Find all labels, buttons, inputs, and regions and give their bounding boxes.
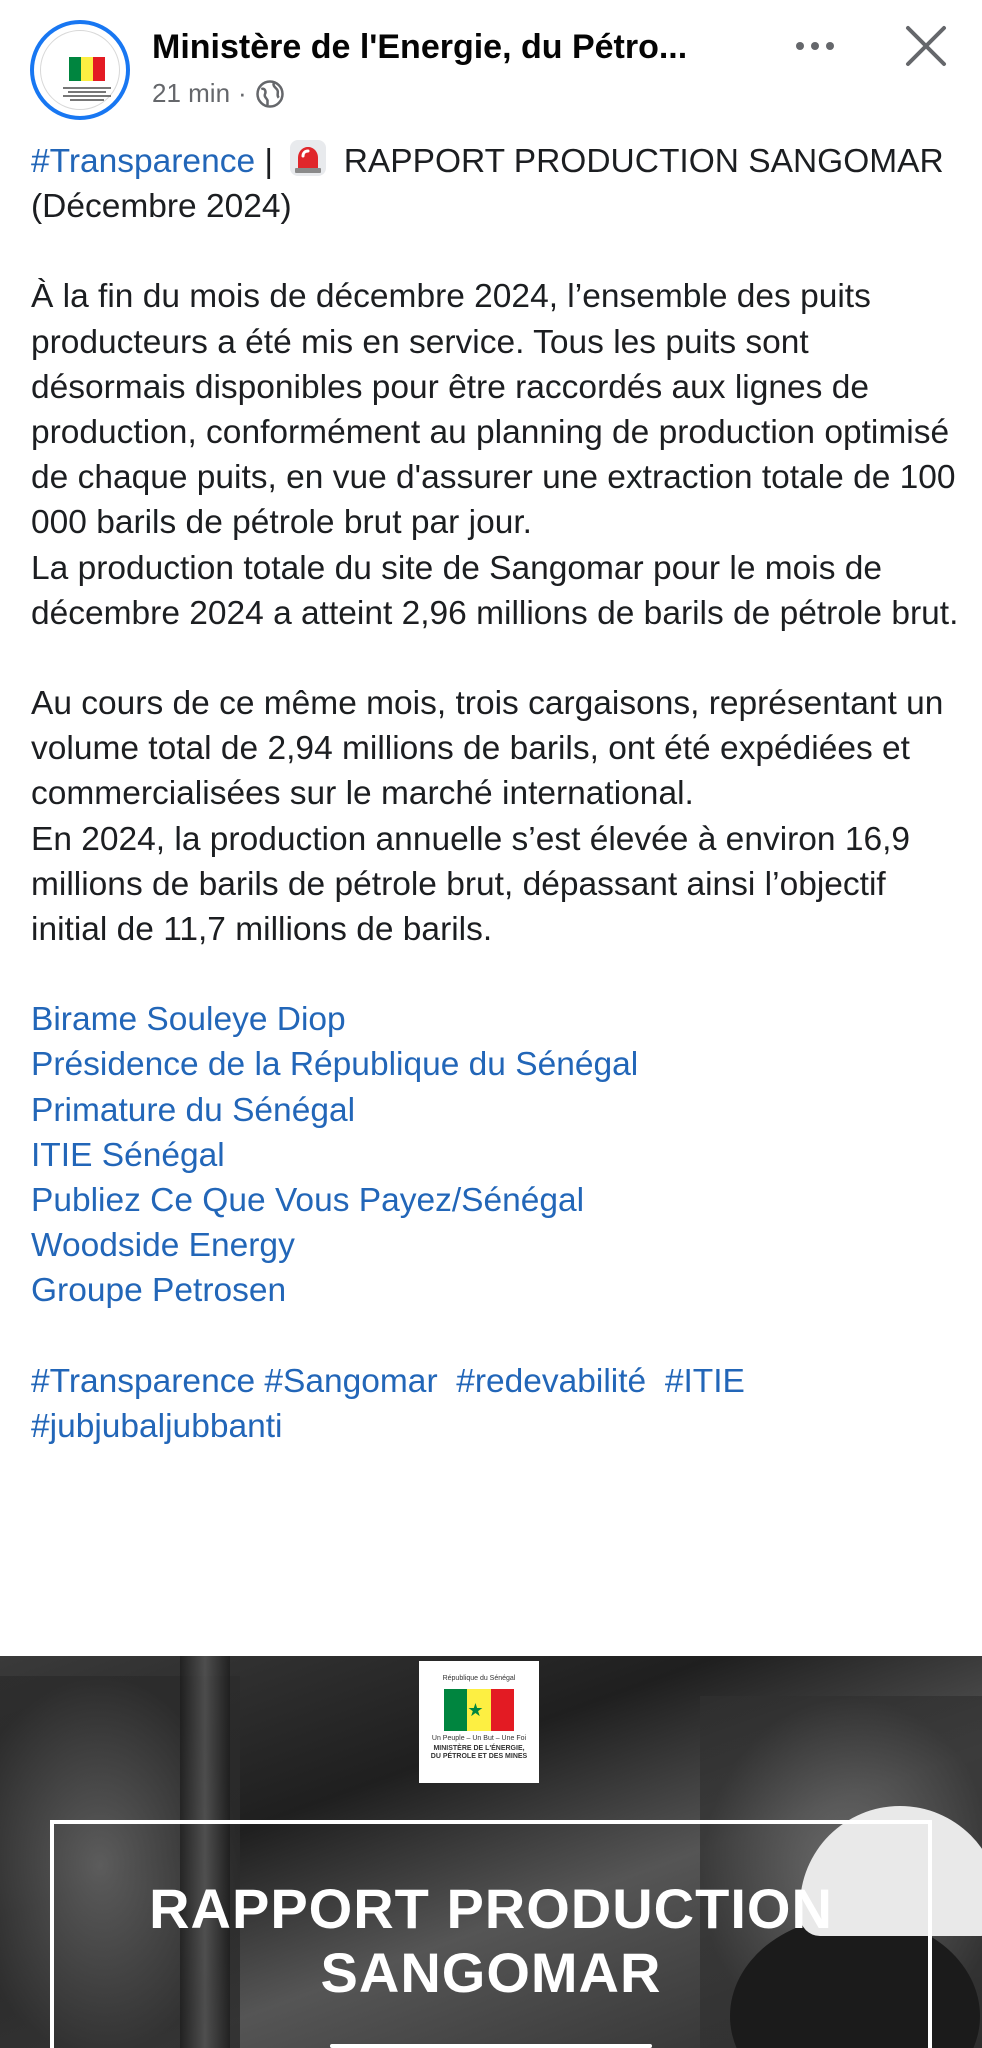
senegal-flag-icon <box>444 1689 514 1731</box>
meta-separator: · <box>238 78 247 108</box>
star-icon: ★ <box>467 1700 484 1720</box>
ministry-logo <box>419 1661 539 1783</box>
mention-link[interactable]: ITIE Sénégal <box>31 1136 225 1174</box>
post-paragraph: La production totale du site de Sangomar pour le mois de décembre 2024 a atteint 2,96 millions de barils de pétrole brut. <box>31 549 959 632</box>
mention-link[interactable]: Publiez Ce Que Vous Payez/Sénégal <box>31 1182 585 1220</box>
post-meta <box>152 78 285 109</box>
title-separator: | <box>255 143 274 180</box>
post-title: RAPPORT PRODUCTION SANGOMAR (Décembre 2024) <box>31 143 944 226</box>
hashtag-link[interactable]: #ITIE <box>664 1362 745 1400</box>
post-text <box>31 138 961 1449</box>
hashtag-link[interactable]: #Transparence <box>31 1362 256 1400</box>
mention-link[interactable]: Groupe Petrosen <box>31 1272 287 1310</box>
image-title-line2: SANGOMAR <box>320 1941 662 2004</box>
senegal-ministry-logo-icon <box>40 30 120 110</box>
post-time[interactable]: 21 min <box>152 78 231 108</box>
mention-link[interactable]: Birame Souleye Diop <box>31 1001 346 1039</box>
post-title-line <box>31 138 961 229</box>
senegal-flag-icon <box>69 57 105 81</box>
hashtag-link[interactable]: #Transparence <box>31 143 256 180</box>
hashtag-link[interactable]: #jubjubaljubbanti <box>31 1407 283 1445</box>
globe-icon <box>255 79 285 109</box>
mention-link[interactable]: Primature du Sénégal <box>31 1091 356 1129</box>
logo-text-lines <box>63 85 111 103</box>
mentions-list <box>31 997 961 1313</box>
more-options-icon[interactable] <box>790 26 840 66</box>
home-indicator[interactable] <box>330 2044 652 2048</box>
mention-link[interactable]: Présidence de la République du Sénégal <box>31 1046 639 1084</box>
mention-link[interactable]: Woodside Energy <box>31 1227 295 1265</box>
logo-country: République du Sénégal <box>442 1675 516 1682</box>
logo-ministry-line1: MINISTÈRE DE L'ÉNERGIE, <box>433 1745 525 1752</box>
page-avatar[interactable] <box>30 20 130 120</box>
logo-motto: Un Peuple – Un But – Une Foi <box>431 1735 527 1742</box>
post-paragraph: À la fin du mois de décembre 2024, l’ensemble des puits producteurs a été mis en service. Tous les puits sont désormais disponibles pour être raccordés aux lignes de production, conformément au planning de production optimisé de chaque puits, en vue d'assurer une extraction totale de 100 000 barils de pétrole brut par jour. <box>31 278 956 542</box>
rotating-light-icon <box>288 138 328 178</box>
page-name[interactable]: Ministère de l'Energie, du Pétro... <box>152 28 688 66</box>
logo-ministry-line2: DU PÉTROLE ET DES MINES <box>430 1753 528 1760</box>
post-paragraph: En 2024, la production annuelle s’est élevée à environ 16,9 millions de barils de pétrole brut, dépassant ainsi l’objectif initial de 11,7 millions de barils. <box>31 820 911 949</box>
close-icon[interactable] <box>900 20 952 72</box>
post-image[interactable] <box>0 1656 982 2048</box>
image-title-line1: RAPPORT PRODUCTION <box>149 1877 833 1940</box>
hashtags <box>31 1359 961 1449</box>
hashtag-link[interactable]: #Sangomar <box>264 1362 438 1400</box>
post-header <box>0 0 982 140</box>
hashtag-link[interactable]: #redevabilité <box>456 1362 647 1400</box>
post-paragraph: Au cours de ce même mois, trois cargaisons, représentant un volume total de 2,94 millions de barils, ont été expédiées et commercialisées sur le marché international. <box>31 685 944 813</box>
